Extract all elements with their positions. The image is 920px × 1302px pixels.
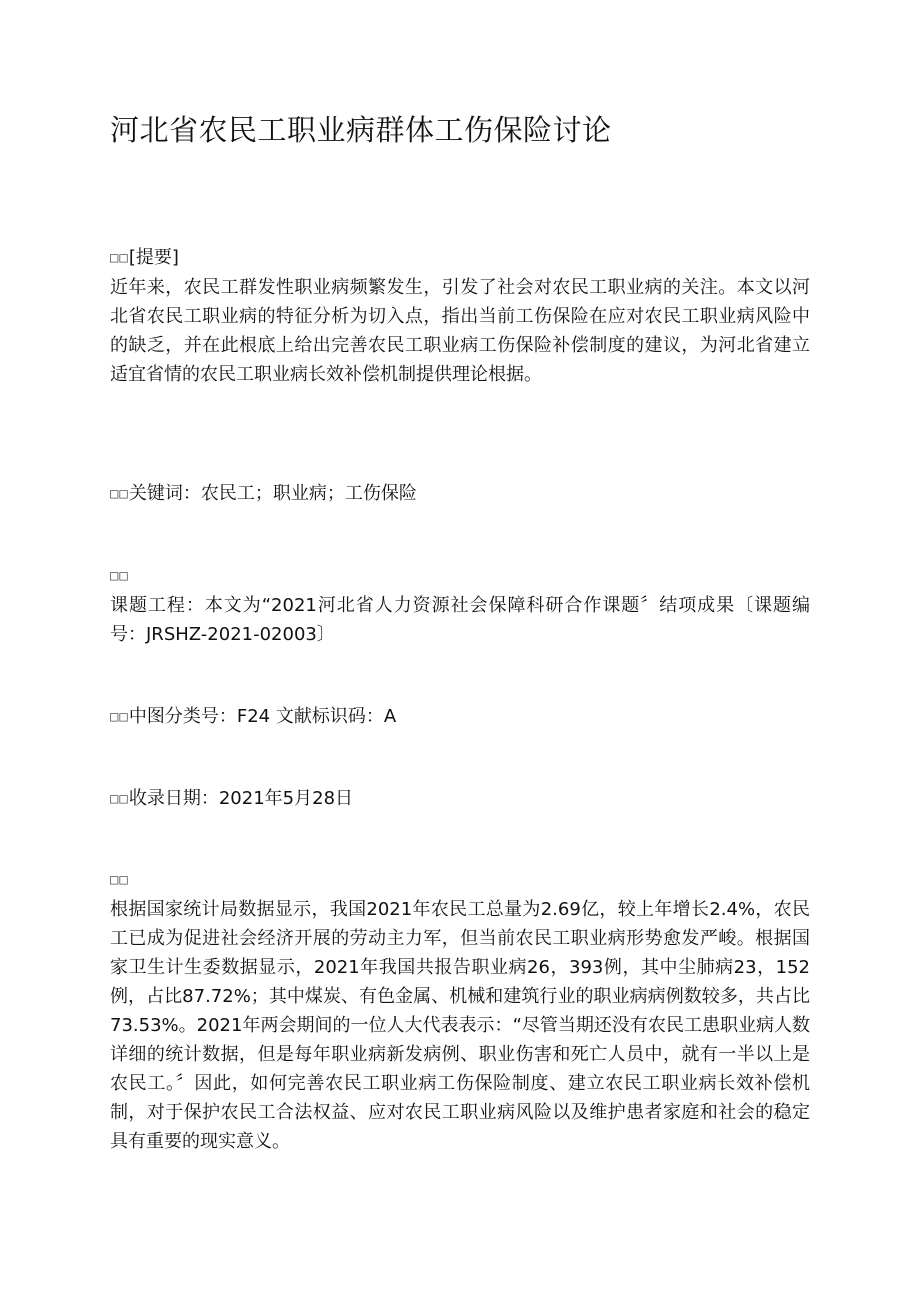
classification-text: 中图分类号：F24 文献标识码：A (128, 706, 397, 727)
placeholder-line (110, 561, 810, 591)
placeholder-marks: □□ (110, 791, 129, 807)
project-section (110, 561, 810, 649)
placeholder-marks: □□ (110, 872, 129, 888)
keywords-line (110, 479, 810, 509)
abstract-heading (110, 243, 810, 273)
intro-text: 根据国家统计局数据显示，我国2021年农民工总量为2.69亿，较上年增长2.4%，农民工已成为促进社会经济开展的劳动主力军，但当前农民工职业病形势愈发严峻。根据国家卫生计生委数据显示，2021年我国共报告职业病26，393例，其中尘肺病23，152例，占比87.72%；其中煤炭、有色金属、机械和建筑行业的职业病病例数较多，共占比73.53%。2021年两会期间的一位人大代表表示：“尽管当期还没有农民工患职业病人数详细的统计数据，但是每年职业病新发病例、职业伤害和死亡人员中，就有一半以上是农民工。〞因此，如何完善农民工职业病工伤保险制度、建立农民工职业病长效补偿机制，对于保护农民工合法权益、应对农民工职业病风险以及维护患者家庭和社会的稳定具有重要的现实意义。 (110, 899, 810, 1152)
abstract-label: [提要] (128, 247, 179, 268)
document-title: 河北省农民工职业病群体工伤保险讨论 (110, 113, 612, 147)
intro-section (110, 865, 810, 1156)
project-text: 课题工程：本文为“2021河北省人力资源社会保障科研合作课题〞结项成果〔课题编号：JRSHZ-2021-02003〕 (110, 595, 810, 645)
placeholder-line (110, 865, 810, 895)
abstract-section (110, 243, 810, 389)
received-date-line (110, 784, 810, 814)
placeholder-marks: □□ (110, 568, 129, 584)
abstract-text: 近年来，农民工群发性职业病频繁发生，引发了社会对农民工职业病的关注。本文以河北省农民工职业病的特征分析为切入点，指出当前工伤保险在应对农民工职业病风险中的缺乏，并在此根底上给出完善农民工职业病工伤保险补偿制度的建议，为河北省建立适宜省情的农民工职业病长效补偿机制提供理论根据。 (110, 277, 810, 385)
received-date-text: 收录日期：2021年5月28日 (128, 788, 354, 809)
classification-line (110, 702, 810, 732)
keywords-text: 关键词：农民工；职业病；工伤保险 (128, 483, 417, 504)
placeholder-marks: □□ (110, 709, 129, 725)
placeholder-marks: □□ (110, 486, 129, 502)
placeholder-marks: □□ (110, 250, 129, 266)
